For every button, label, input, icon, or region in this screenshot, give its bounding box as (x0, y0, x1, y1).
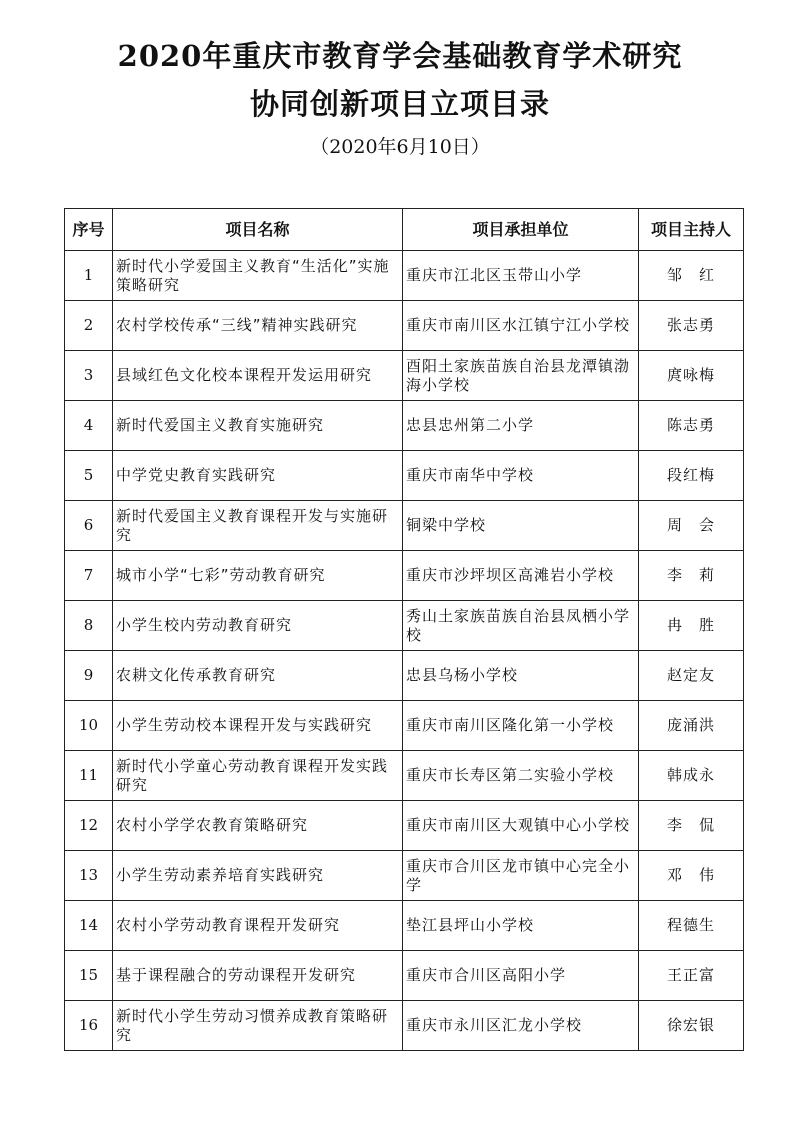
table-row (65, 801, 744, 851)
table-row (65, 451, 744, 501)
row-project-name: 新时代爱国主义教育实施研究 (113, 401, 403, 451)
row-number: 8 (65, 601, 113, 651)
row-project-unit: 垫江县坪山小学校 (403, 901, 639, 951)
row-project-name: 小学生校内劳动教育研究 (113, 601, 403, 651)
row-project-host: 韩成永 (639, 751, 744, 801)
row-project-unit: 重庆市合川区高阳小学 (403, 951, 639, 1001)
document-date: （2020年6月10日） (310, 136, 490, 158)
table-row (65, 551, 744, 601)
row-number: 6 (65, 501, 113, 551)
row-number: 4 (65, 401, 113, 451)
table-header-row (65, 209, 744, 251)
table-row (65, 701, 744, 751)
row-project-name: 农村小学劳动教育课程开发研究 (113, 901, 403, 951)
table-row (65, 1001, 744, 1051)
row-project-unit: 重庆市江北区玉带山小学 (403, 251, 639, 301)
project-table (64, 208, 744, 1051)
row-project-name: 中学党史教育实践研究 (113, 451, 403, 501)
table-row (65, 301, 744, 351)
row-number: 5 (65, 451, 113, 501)
row-project-unit: 铜梁中学校 (403, 501, 639, 551)
row-project-host: 徐宏银 (639, 1001, 744, 1051)
table-row (65, 601, 744, 651)
row-project-host: 张志勇 (639, 301, 744, 351)
row-project-unit: 重庆市南川区水江镇宁江小学校 (403, 301, 639, 351)
row-project-unit: 重庆市长寿区第二实验小学校 (403, 751, 639, 801)
row-number: 9 (65, 651, 113, 701)
row-number: 2 (65, 301, 113, 351)
row-project-unit: 忠县忠州第二小学 (403, 401, 639, 451)
row-project-name: 农村小学学农教育策略研究 (113, 801, 403, 851)
row-number: 11 (65, 751, 113, 801)
row-project-unit: 重庆市合川区龙市镇中心完全小学 (403, 851, 639, 901)
row-number: 10 (65, 701, 113, 751)
row-project-host: 周 会 (639, 501, 744, 551)
row-number: 7 (65, 551, 113, 601)
row-project-unit: 重庆市沙坪坝区高滩岩小学校 (403, 551, 639, 601)
row-project-host: 邹 红 (639, 251, 744, 301)
table-row (65, 251, 744, 301)
table-row (65, 901, 744, 951)
row-project-name: 新时代小学爱国主义教育“生活化”实施策略研究 (113, 251, 403, 301)
header-project-name: 项目名称 (113, 209, 403, 251)
row-project-host: 邓 伟 (639, 851, 744, 901)
row-project-name: 新时代小学童心劳动教育课程开发实践研究 (113, 751, 403, 801)
row-project-unit: 重庆市南华中学校 (403, 451, 639, 501)
row-number: 1 (65, 251, 113, 301)
row-project-unit: 酉阳土家族苗族自治县龙潭镇渤海小学校 (403, 351, 639, 401)
row-project-name: 小学生劳动校本课程开发与实践研究 (113, 701, 403, 751)
row-number: 16 (65, 1001, 113, 1051)
table-row (65, 351, 744, 401)
row-number: 14 (65, 901, 113, 951)
row-number: 15 (65, 951, 113, 1001)
row-number: 13 (65, 851, 113, 901)
row-project-unit: 重庆市永川区汇龙小学校 (403, 1001, 639, 1051)
header-project-host: 项目主持人 (639, 209, 744, 251)
table-row (65, 851, 744, 901)
table-row (65, 401, 744, 451)
row-project-name: 小学生劳动素养培育实践研究 (113, 851, 403, 901)
row-project-unit: 忠县乌杨小学校 (403, 651, 639, 701)
row-number: 12 (65, 801, 113, 851)
row-project-host: 段红梅 (639, 451, 744, 501)
header-project-unit: 项目承担单位 (403, 209, 639, 251)
row-project-host: 程德生 (639, 901, 744, 951)
row-project-name: 基于课程融合的劳动课程开发研究 (113, 951, 403, 1001)
row-project-unit: 重庆市南川区大观镇中心小学校 (403, 801, 639, 851)
document-title-line-1: 2020年重庆市教育学会基础教育学术研究 (117, 39, 683, 73)
row-project-unit: 重庆市南川区隆化第一小学校 (403, 701, 639, 751)
row-project-host: 庞涌洪 (639, 701, 744, 751)
row-project-name: 新时代小学生劳动习惯养成教育策略研究 (113, 1001, 403, 1051)
row-project-name: 县域红色文化校本课程开发运用研究 (113, 351, 403, 401)
row-project-host: 赵定友 (639, 651, 744, 701)
table-row (65, 951, 744, 1001)
row-project-host: 李 侃 (639, 801, 744, 851)
row-project-name: 农耕文化传承教育研究 (113, 651, 403, 701)
row-project-unit: 秀山土家族苗族自治县凤栖小学校 (403, 601, 639, 651)
row-project-host: 李 莉 (639, 551, 744, 601)
table-row (65, 751, 744, 801)
row-project-name: 城市小学“七彩”劳动教育研究 (113, 551, 403, 601)
row-project-host: 王正富 (639, 951, 744, 1001)
header-number: 序号 (65, 209, 113, 251)
row-project-host: 陈志勇 (639, 401, 744, 451)
row-project-name: 新时代爱国主义教育课程开发与实施研究 (113, 501, 403, 551)
row-project-host: 庹咏梅 (639, 351, 744, 401)
row-project-name: 农村学校传承“三线”精神实践研究 (113, 301, 403, 351)
row-project-host: 冉 胜 (639, 601, 744, 651)
row-number: 3 (65, 351, 113, 401)
table-row (65, 651, 744, 701)
table-row (65, 501, 744, 551)
document-title-line-2: 协同创新项目立项目录 (249, 87, 550, 121)
